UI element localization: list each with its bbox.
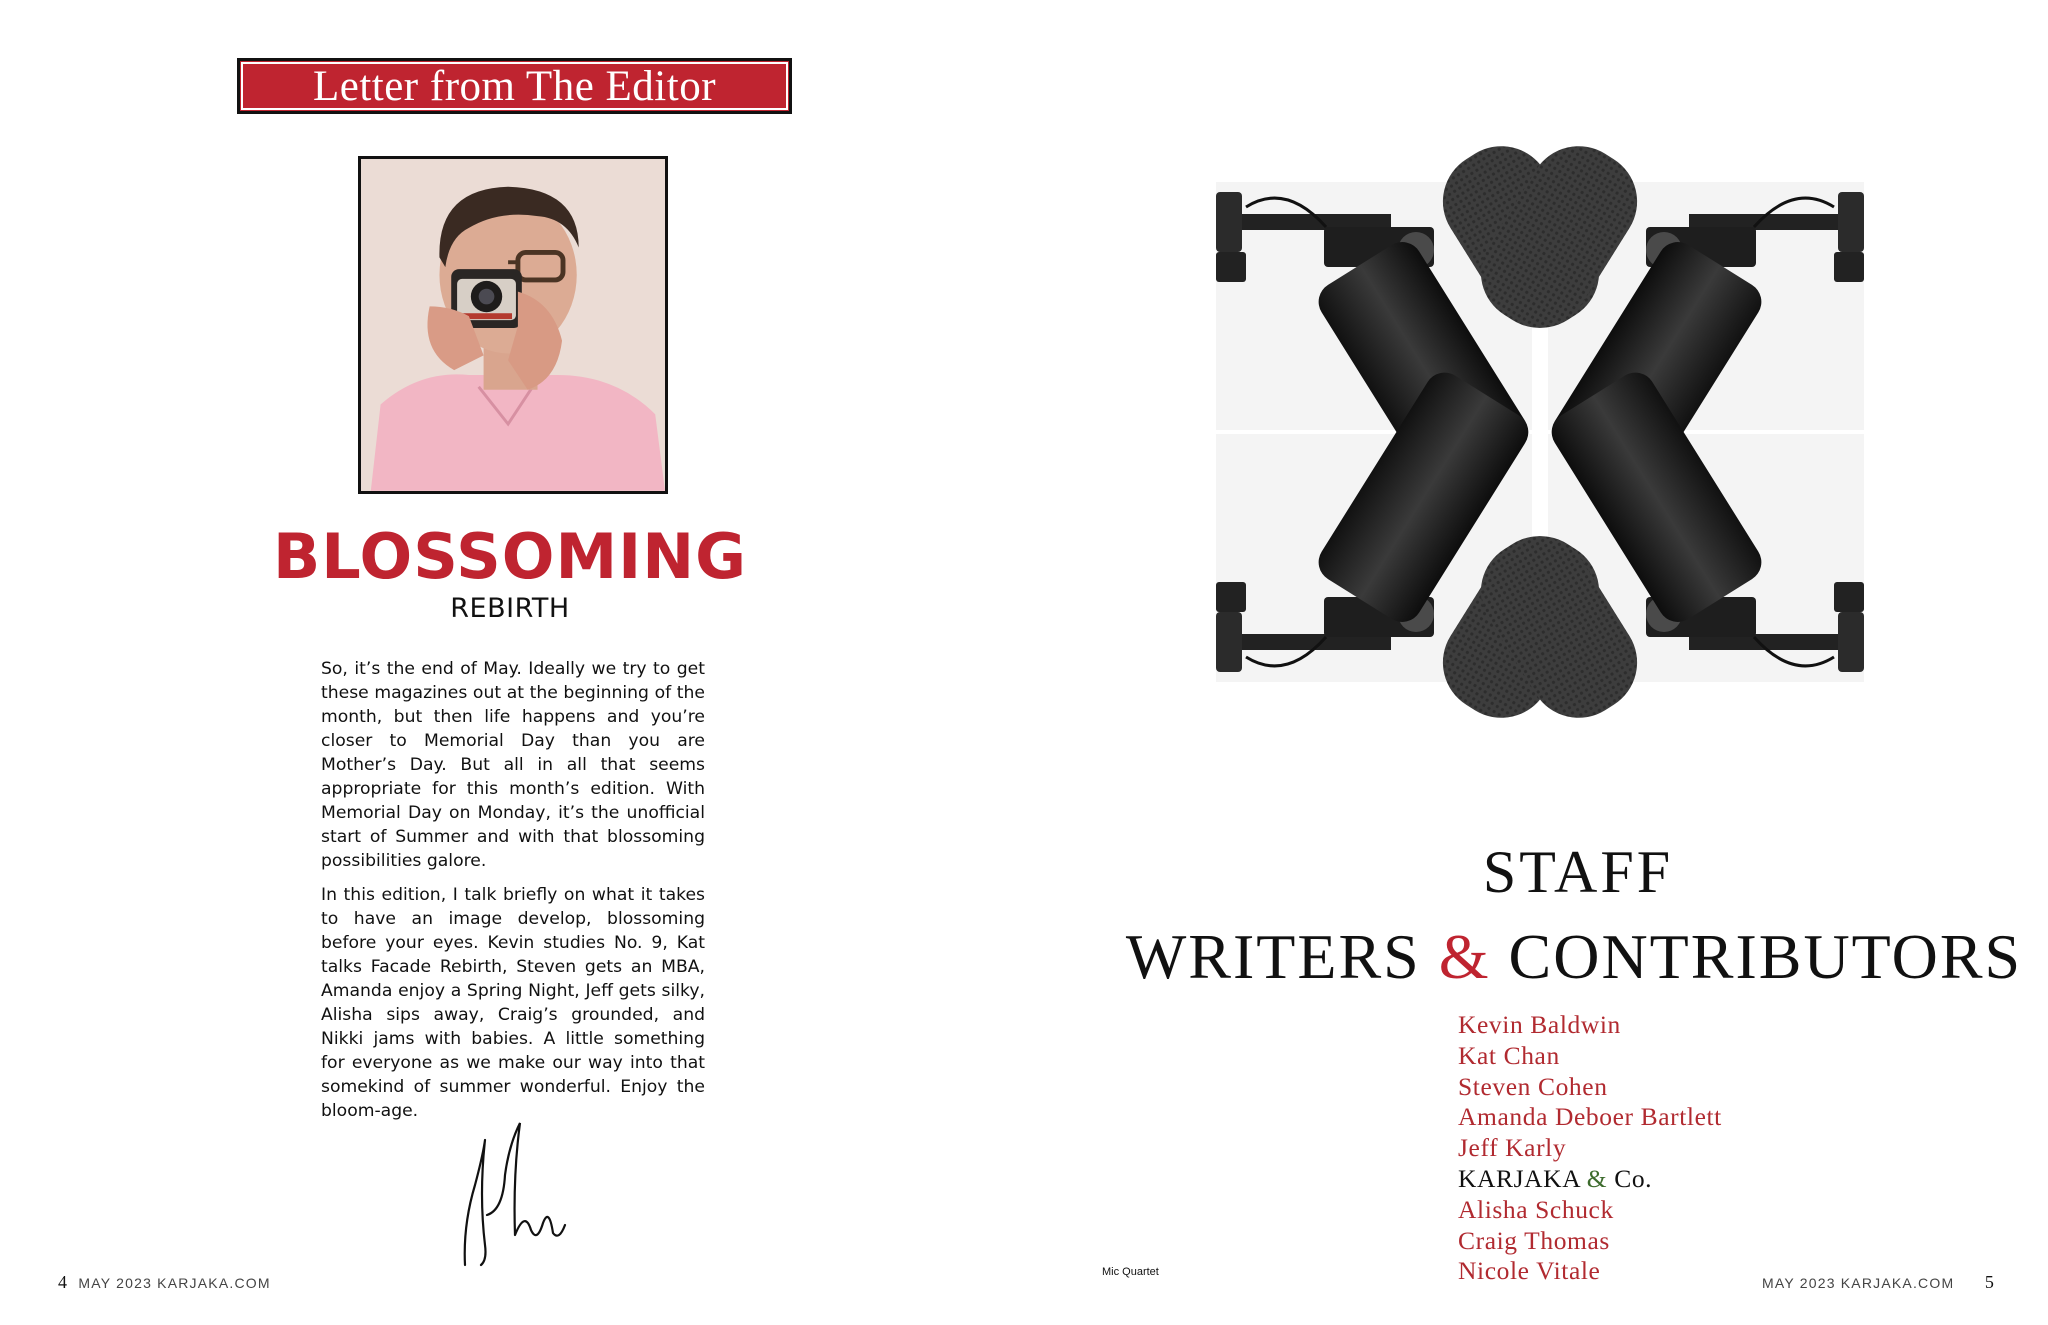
subhead: REBIRTH bbox=[450, 593, 570, 624]
left-footer bbox=[58, 1272, 271, 1293]
ampersand: & bbox=[1438, 921, 1491, 992]
mic-quartet-photo bbox=[1216, 72, 1864, 792]
editor-portrait bbox=[358, 156, 668, 494]
staff-name: Jeff Karly bbox=[1458, 1133, 1567, 1163]
staff-title: STAFF bbox=[1482, 839, 1674, 905]
staff-name: Nicole Vitale bbox=[1458, 1256, 1601, 1286]
right-page-number: 5 bbox=[1984, 1272, 1996, 1292]
photo-caption: Mic Quartet bbox=[1102, 1266, 1159, 1278]
banner-title: Letter from The Editor bbox=[312, 62, 717, 110]
right-footer bbox=[1762, 1272, 1995, 1293]
staff-name: Kevin Baldwin bbox=[1458, 1010, 1621, 1039]
right-footer-text: MAY 2023 KARJAKA.COM bbox=[1762, 1275, 1955, 1291]
writers-word: WRITERS bbox=[1125, 921, 1439, 992]
brand-co: Co. bbox=[1614, 1163, 1653, 1193]
right-page bbox=[1024, 0, 2048, 1325]
staff-name: Amanda Deboer Bartlett bbox=[1458, 1102, 1722, 1132]
headline: BLOSSOMING bbox=[272, 520, 748, 593]
brand-ampersand: & bbox=[1586, 1163, 1608, 1193]
staff-list bbox=[1458, 1010, 1722, 1287]
letter-body bbox=[321, 657, 705, 1133]
contributors-word: CONTRIBUTORS bbox=[1490, 921, 2023, 992]
brand-name: KARJAKA bbox=[1458, 1163, 1580, 1193]
left-footer-text: MAY 2023 KARJAKA.COM bbox=[78, 1275, 271, 1291]
editor-photo bbox=[361, 159, 665, 491]
writers-contributors-title bbox=[1062, 920, 2048, 994]
staff-name: Steven Cohen bbox=[1458, 1071, 1608, 1101]
letter-paragraph-1: So, it’s the end of May. Ideally we try to get these magazines out at the beginning of the month, but then life happens and you’re closer to Memorial Day than you are Mother’s Day. But all in all that seems appropriate for this month’s edition. With Memorial Day on Monday, it’s the unofficial start of Summer and with that blossoming possibilities galore. bbox=[321, 659, 705, 871]
staff-brand bbox=[1458, 1164, 1722, 1195]
left-page-number: 4 bbox=[58, 1272, 69, 1292]
microphones-illustration bbox=[1216, 72, 1864, 792]
letter-paragraph-2: In this edition, I talk briefly on what it takes to have an image develop, blossoming before your eyes. Kevin studies No. 9, Kat talks Facade Rebirth, Steven gets an MBA, Amanda enjoy a Spring Night, Jeff gets silky, Alisha sips away, Craig’s grounded, and Nikki jams with babies. A little something for everyone as we make our way into that somekind of summer wonderful. Enjoy the bloom-age. bbox=[321, 885, 705, 1121]
letter-banner bbox=[237, 58, 792, 114]
editor-signature bbox=[445, 1115, 575, 1275]
staff-name: Craig Thomas bbox=[1458, 1225, 1610, 1255]
staff-name: Kat Chan bbox=[1458, 1040, 1560, 1070]
staff-name: Alisha Schuck bbox=[1458, 1194, 1614, 1224]
